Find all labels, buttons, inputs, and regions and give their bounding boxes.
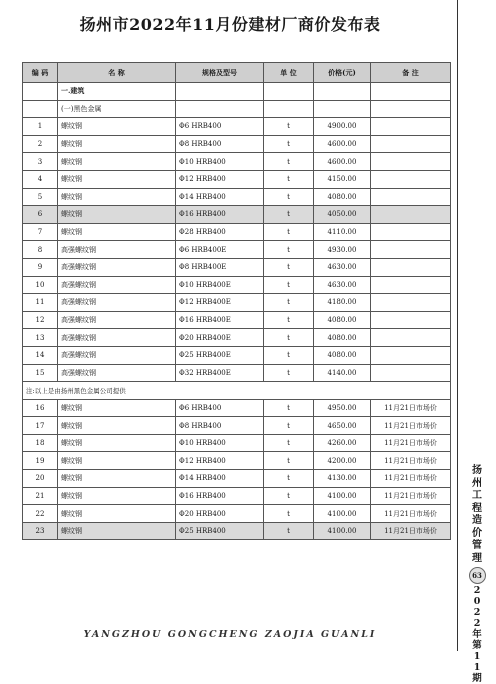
cell-name: 螺纹钢 bbox=[58, 170, 176, 188]
cell-spec: Φ14 HRB400 bbox=[176, 188, 264, 206]
cell-spec: Φ8 HRB400 bbox=[176, 417, 264, 435]
cell-spec: Φ6 HRB400 bbox=[176, 118, 264, 136]
cell-code: 2 bbox=[23, 135, 58, 153]
section-row-ferrous bbox=[23, 100, 451, 118]
cell-name: 螺纹钢 bbox=[58, 487, 176, 505]
cell-name: 螺纹钢 bbox=[58, 470, 176, 488]
cell-unit: t bbox=[264, 135, 314, 153]
cell-code: 4 bbox=[23, 170, 58, 188]
cell-remark: 11月21日市场价 bbox=[371, 399, 451, 417]
issue-label: 2022年第11期 bbox=[472, 585, 482, 684]
cell-remark bbox=[371, 329, 451, 347]
cell-code: 14 bbox=[23, 346, 58, 364]
cell-remark: 11月21日市场价 bbox=[371, 505, 451, 523]
cell-remark bbox=[371, 276, 451, 294]
cell-remark bbox=[371, 188, 451, 206]
cell-remark bbox=[371, 346, 451, 364]
cell-code: 9 bbox=[23, 258, 58, 276]
cell-unit: t bbox=[264, 276, 314, 294]
cell-remark bbox=[371, 135, 451, 153]
cell-code: 1 bbox=[23, 118, 58, 136]
cell-remark bbox=[371, 170, 451, 188]
cell-name: 螺纹钢 bbox=[58, 522, 176, 540]
cell-price: 4140.00 bbox=[314, 364, 371, 382]
cell-spec: Φ10 HRB400 bbox=[176, 434, 264, 452]
cell-code: 20 bbox=[23, 470, 58, 488]
cell-spec: Φ25 HRB400E bbox=[176, 346, 264, 364]
cell-unit: t bbox=[264, 223, 314, 241]
table-row bbox=[23, 206, 451, 224]
note-row bbox=[23, 382, 451, 400]
table-row bbox=[23, 452, 451, 470]
cell-remark: 11月21日市场价 bbox=[371, 470, 451, 488]
cell-remark bbox=[371, 294, 451, 312]
cell-unit: t bbox=[264, 311, 314, 329]
table-row bbox=[23, 311, 451, 329]
journal-sidebar bbox=[463, 465, 491, 684]
cell-code: 11 bbox=[23, 294, 58, 312]
cell-code: 10 bbox=[23, 276, 58, 294]
cell-name: 高强螺纹钢 bbox=[58, 276, 176, 294]
header-remark: 备 注 bbox=[371, 63, 451, 83]
section-row-building bbox=[23, 83, 451, 101]
table-row bbox=[23, 188, 451, 206]
page-number-badge: 63 bbox=[469, 567, 486, 584]
cell-price: 4050.00 bbox=[314, 206, 371, 224]
cell-price: 4900.00 bbox=[314, 118, 371, 136]
table-row bbox=[23, 346, 451, 364]
cell-name: 螺纹钢 bbox=[58, 206, 176, 224]
cell-unit: t bbox=[264, 399, 314, 417]
cell-price: 4110.00 bbox=[314, 223, 371, 241]
cell-unit: t bbox=[264, 153, 314, 171]
header-spec: 规格及型号 bbox=[176, 63, 264, 83]
table-row bbox=[23, 241, 451, 259]
cell-name: 高强螺纹钢 bbox=[58, 329, 176, 347]
cell-code: 17 bbox=[23, 417, 58, 435]
table-row bbox=[23, 170, 451, 188]
cell-price: 4130.00 bbox=[314, 470, 371, 488]
cell-spec: Φ14 HRB400 bbox=[176, 470, 264, 488]
cell-spec: Φ32 HRB400E bbox=[176, 364, 264, 382]
journal-name: 扬州工程造价管理 bbox=[472, 465, 482, 564]
cell-name: 高强螺纹钢 bbox=[58, 311, 176, 329]
cell-name: 高强螺纹钢 bbox=[58, 346, 176, 364]
cell-name: 螺纹钢 bbox=[58, 135, 176, 153]
table-row bbox=[23, 153, 451, 171]
table-row bbox=[23, 505, 451, 523]
cell-remark bbox=[371, 364, 451, 382]
cell-remark: 11月21日市场价 bbox=[371, 452, 451, 470]
page-title: 扬州市2022年11月份建材厂商价发布表 bbox=[79, 15, 381, 34]
cell-spec: Φ16 HRB400 bbox=[176, 487, 264, 505]
cell-price: 4100.00 bbox=[314, 505, 371, 523]
cell-price: 4600.00 bbox=[314, 135, 371, 153]
header-price: 价格(元) bbox=[314, 63, 371, 83]
cell-unit: t bbox=[264, 346, 314, 364]
cell-spec: Φ28 HRB400 bbox=[176, 223, 264, 241]
section-ferrous: (一)黑色金属 bbox=[58, 100, 176, 118]
cell-price: 4630.00 bbox=[314, 258, 371, 276]
cell-unit: t bbox=[264, 170, 314, 188]
cell-name: 螺纹钢 bbox=[58, 505, 176, 523]
cell-unit: t bbox=[264, 522, 314, 540]
cell-price: 4080.00 bbox=[314, 346, 371, 364]
cell-code: 21 bbox=[23, 487, 58, 505]
cell-name: 高强螺纹钢 bbox=[58, 364, 176, 382]
cell-code: 16 bbox=[23, 399, 58, 417]
cell-spec: Φ20 HRB400E bbox=[176, 329, 264, 347]
cell-price: 4950.00 bbox=[314, 399, 371, 417]
cell-price: 4150.00 bbox=[314, 170, 371, 188]
cell-spec: Φ16 HRB400E bbox=[176, 311, 264, 329]
cell-name: 高强螺纹钢 bbox=[58, 258, 176, 276]
cell-code: 8 bbox=[23, 241, 58, 259]
cell-name: 螺纹钢 bbox=[58, 452, 176, 470]
cell-name: 螺纹钢 bbox=[58, 153, 176, 171]
cell-spec: Φ20 HRB400 bbox=[176, 505, 264, 523]
cell-remark: 11月21日市场价 bbox=[371, 417, 451, 435]
cell-price: 4200.00 bbox=[314, 452, 371, 470]
section-building: 一.建筑 bbox=[58, 83, 176, 101]
cell-spec: Φ10 HRB400E bbox=[176, 276, 264, 294]
cell-price: 4080.00 bbox=[314, 188, 371, 206]
table-row bbox=[23, 470, 451, 488]
price-table bbox=[22, 62, 451, 540]
cell-unit: t bbox=[264, 258, 314, 276]
cell-remark bbox=[371, 311, 451, 329]
table-row bbox=[23, 522, 451, 540]
table-row bbox=[23, 118, 451, 136]
cell-spec: Φ12 HRB400 bbox=[176, 452, 264, 470]
cell-remark bbox=[371, 118, 451, 136]
cell-name: 螺纹钢 bbox=[58, 434, 176, 452]
table-row bbox=[23, 434, 451, 452]
cell-spec: Φ10 HRB400 bbox=[176, 153, 264, 171]
table-row bbox=[23, 487, 451, 505]
cell-unit: t bbox=[264, 118, 314, 136]
header-code: 编 码 bbox=[23, 63, 58, 83]
cell-spec: Φ6 HRB400E bbox=[176, 241, 264, 259]
cell-unit: t bbox=[264, 329, 314, 347]
cell-name: 高强螺纹钢 bbox=[58, 294, 176, 312]
table-row bbox=[23, 135, 451, 153]
cell-code: 12 bbox=[23, 311, 58, 329]
cell-unit: t bbox=[264, 206, 314, 224]
cell-remark bbox=[371, 258, 451, 276]
cell-unit: t bbox=[264, 505, 314, 523]
table-row bbox=[23, 276, 451, 294]
cell-price: 4080.00 bbox=[314, 311, 371, 329]
cell-name: 螺纹钢 bbox=[58, 188, 176, 206]
cell-spec: Φ12 HRB400 bbox=[176, 170, 264, 188]
table-row bbox=[23, 223, 451, 241]
cell-unit: t bbox=[264, 241, 314, 259]
cell-spec: Φ6 HRB400 bbox=[176, 399, 264, 417]
header-unit: 单 位 bbox=[264, 63, 314, 83]
cell-code: 23 bbox=[23, 522, 58, 540]
cell-code: 13 bbox=[23, 329, 58, 347]
cell-unit: t bbox=[264, 294, 314, 312]
cell-spec: Φ16 HRB400 bbox=[176, 206, 264, 224]
cell-remark: 11月21日市场价 bbox=[371, 487, 451, 505]
cell-unit: t bbox=[264, 452, 314, 470]
table-row bbox=[23, 364, 451, 382]
cell-price: 4260.00 bbox=[314, 434, 371, 452]
cell-spec: Φ8 HRB400E bbox=[176, 258, 264, 276]
cell-code: 15 bbox=[23, 364, 58, 382]
cell-code: 22 bbox=[23, 505, 58, 523]
cell-price: 4930.00 bbox=[314, 241, 371, 259]
cell-price: 4650.00 bbox=[314, 417, 371, 435]
cell-code: 19 bbox=[23, 452, 58, 470]
cell-unit: t bbox=[264, 434, 314, 452]
footer-text: YANGZHOU GONGCHENG ZAOJIA GUANLI bbox=[83, 629, 377, 640]
cell-name: 螺纹钢 bbox=[58, 399, 176, 417]
cell-remark bbox=[371, 153, 451, 171]
cell-remark bbox=[371, 241, 451, 259]
cell-spec: Φ8 HRB400 bbox=[176, 135, 264, 153]
cell-name: 螺纹钢 bbox=[58, 118, 176, 136]
cell-name: 高强螺纹钢 bbox=[58, 241, 176, 259]
cell-remark bbox=[371, 223, 451, 241]
cell-unit: t bbox=[264, 364, 314, 382]
cell-price: 4080.00 bbox=[314, 329, 371, 347]
cell-unit: t bbox=[264, 470, 314, 488]
cell-code: 6 bbox=[23, 206, 58, 224]
cell-unit: t bbox=[264, 487, 314, 505]
cell-code: 7 bbox=[23, 223, 58, 241]
cell-remark: 11月21日市场价 bbox=[371, 522, 451, 540]
cell-price: 4100.00 bbox=[314, 522, 371, 540]
cell-name: 螺纹钢 bbox=[58, 223, 176, 241]
cell-unit: t bbox=[264, 417, 314, 435]
table-row bbox=[23, 399, 451, 417]
cell-spec: Φ25 HRB400 bbox=[176, 522, 264, 540]
cell-price: 4180.00 bbox=[314, 294, 371, 312]
table-row bbox=[23, 329, 451, 347]
cell-remark bbox=[371, 206, 451, 224]
cell-code: 5 bbox=[23, 188, 58, 206]
cell-spec: Φ12 HRB400E bbox=[176, 294, 264, 312]
page-divider-line bbox=[457, 0, 458, 651]
cell-code: 3 bbox=[23, 153, 58, 171]
table-row bbox=[23, 258, 451, 276]
cell-name: 螺纹钢 bbox=[58, 417, 176, 435]
cell-remark: 11月21日市场价 bbox=[371, 434, 451, 452]
cell-price: 4630.00 bbox=[314, 276, 371, 294]
table-row bbox=[23, 417, 451, 435]
header-name: 名 称 bbox=[58, 63, 176, 83]
note-text: 注:以上是由扬州黑色金属公司提供 bbox=[23, 382, 451, 400]
table-header-row bbox=[23, 63, 451, 83]
cell-price: 4600.00 bbox=[314, 153, 371, 171]
cell-price: 4100.00 bbox=[314, 487, 371, 505]
cell-code: 18 bbox=[23, 434, 58, 452]
table-row bbox=[23, 294, 451, 312]
cell-unit: t bbox=[264, 188, 314, 206]
